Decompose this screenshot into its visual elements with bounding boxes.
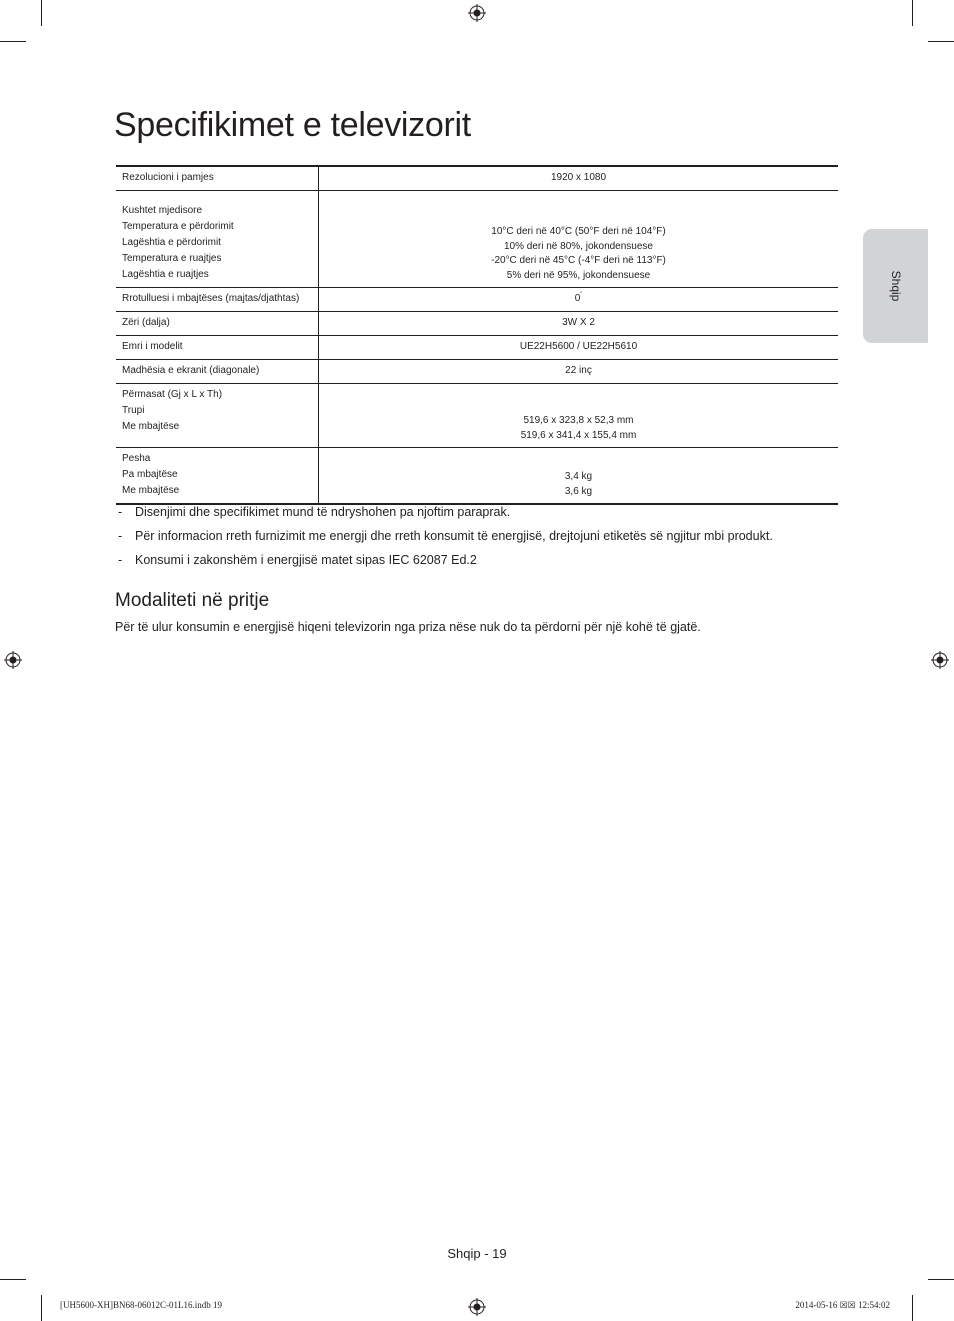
language-tab <box>863 229 928 343</box>
note-dash: - <box>118 529 123 543</box>
note-text: Për informacion rreth furnizimit me energji dhe rreth konsumit të energjisë, drejtojuni etiketës së ngjitur mbi produkt. <box>135 529 773 543</box>
spec-key <box>116 288 319 312</box>
note-text: Disenjimi dhe specifikimet mund të ndryshohen pa njoftim paraprak. <box>135 505 511 519</box>
section-heading: Modaliteti në pritje <box>115 590 270 611</box>
note-dash: - <box>118 553 123 567</box>
spec-value-line: 3W X 2 <box>562 317 595 328</box>
spec-key-line: Pa mbajtëse <box>122 469 178 480</box>
spec-key-line: Zëri (dalja) <box>122 317 170 328</box>
crop-mark <box>41 1295 42 1321</box>
spec-key-line: Lagështia e ruajtjes <box>122 269 209 280</box>
spec-value-line: 10% deri në 80%, jokondensuese <box>504 240 653 252</box>
spec-value <box>319 448 839 505</box>
spec-value <box>319 191 839 288</box>
spec-key-line: Rrotulluesi i mbajtëses (majtas/djathtas) <box>122 293 300 304</box>
spec-key-line: Trupi <box>122 405 145 416</box>
degree-mark: ˚ <box>580 292 583 299</box>
spec-value-line: 519,6 x 323,8 x 52,3 mm <box>523 415 634 426</box>
table-row <box>116 384 838 448</box>
spec-value <box>319 312 839 336</box>
spec-key-line: Temperatura e ruajtjes <box>122 253 222 264</box>
table-row <box>116 166 838 191</box>
spec-key <box>116 448 319 505</box>
spec-key-line: Madhësia e ekranit (diagonale) <box>122 365 260 376</box>
registration-mark-icon <box>931 651 949 669</box>
note-text: Konsumi i zakonshëm i energjisë matet sipas IEC 62087 Ed.2 <box>135 553 477 567</box>
crop-mark <box>0 1279 26 1280</box>
spec-key <box>116 336 319 360</box>
spec-value-line: 519,6 x 341,4 x 155,4 mm <box>520 429 637 441</box>
spec-value-line: 3,4 kg <box>564 471 593 482</box>
rotation-value: 0 <box>574 293 581 304</box>
table-row <box>116 191 838 288</box>
spec-key-line: Lagështia e përdorimit <box>122 237 221 248</box>
list-item <box>116 503 773 527</box>
notes-list <box>116 503 773 575</box>
list-item <box>116 527 773 551</box>
spec-key <box>116 166 319 191</box>
table-row <box>116 312 838 336</box>
footer-file: [UH5600-XH]BN68-06012C-01L16.indb 19 <box>60 1300 222 1310</box>
spec-key <box>116 360 319 384</box>
spec-value-line: -20°C deri në 45°C (-4°F deri në 113°F) <box>491 255 666 266</box>
crop-mark <box>912 0 913 26</box>
page-number: Shqip - 19 <box>447 1246 507 1261</box>
registration-mark-icon <box>468 4 486 22</box>
spec-value-line: 22 inç <box>565 365 592 376</box>
registration-mark-icon <box>4 651 22 669</box>
spec-table <box>116 165 838 505</box>
spec-value <box>319 384 839 448</box>
spec-value-line: 5% deri në 95%, jokondensuese <box>506 269 651 281</box>
spec-key-line: Me mbajtëse <box>122 485 180 496</box>
language-tab-label: Shqip <box>888 270 903 302</box>
spec-value <box>319 288 839 312</box>
crop-mark <box>0 41 26 42</box>
spec-value-line: 10°C deri në 40°C (50°F deri në 104°F) <box>491 226 666 237</box>
spec-value-line: UE22H5600 / UE22H5610 <box>519 341 638 352</box>
spec-value <box>319 360 839 384</box>
spec-value-line <box>325 291 832 307</box>
registration-mark-icon <box>468 1298 486 1316</box>
spec-key <box>116 312 319 336</box>
spec-value-line: 3,6 kg <box>564 485 593 497</box>
list-item <box>116 551 773 575</box>
crop-mark <box>912 1295 913 1321</box>
section-body: Për të ulur konsumin e energjisë hiqeni televizorin nga priza nëse nuk do ta përdorni për një kohë të gjatë. <box>115 620 701 634</box>
spec-value <box>319 166 839 191</box>
footer-datetime: 2014-05-16 ☒☒ 12:54:02 <box>795 1300 890 1310</box>
spec-value <box>319 336 839 360</box>
page-title: Specifikimet e televizorit <box>114 106 471 144</box>
table-row <box>116 288 838 312</box>
table-row <box>116 448 838 505</box>
spec-key-line: Me mbajtëse <box>122 421 180 432</box>
spec-key-line: Rezolucioni i pamjes <box>122 172 214 183</box>
crop-mark <box>928 1279 954 1280</box>
spec-key-line: Përmasat (Gj x L x Th) <box>122 389 223 400</box>
crop-mark <box>41 0 42 26</box>
spec-key-line: Kushtet mjedisore <box>122 205 203 216</box>
spec-key-line: Emri i modelit <box>122 341 183 352</box>
note-dash: - <box>118 505 123 519</box>
crop-mark <box>928 41 954 42</box>
table-row <box>116 336 838 360</box>
spec-value-line: 1920 x 1080 <box>550 172 607 183</box>
spec-key <box>116 384 319 448</box>
spec-key-line: Pesha <box>122 453 151 464</box>
table-row <box>116 360 838 384</box>
spec-key-line: Temperatura e përdorimit <box>122 221 234 232</box>
spec-key <box>116 191 319 288</box>
